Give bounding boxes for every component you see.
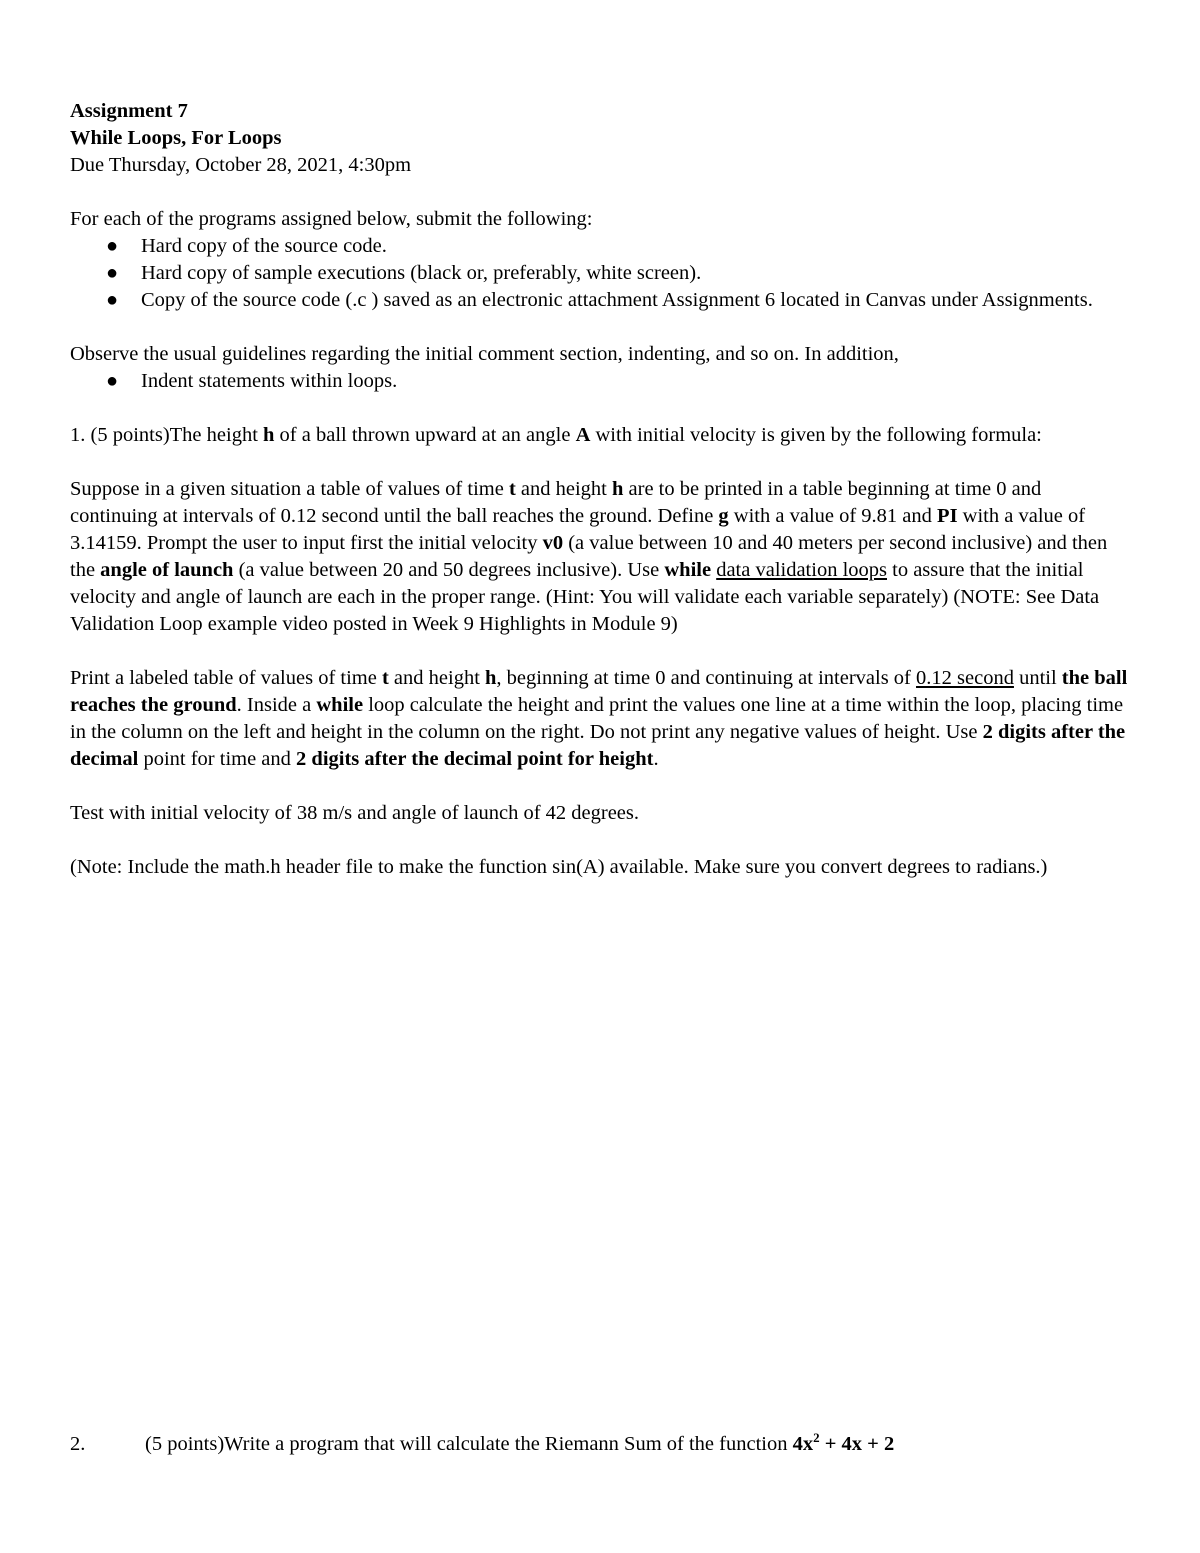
document-page [70,98,1132,881]
question-1-note: (Note: Include the math.h header file to make the function sin(A) available. Make sure you convert degrees to radians.) [70,856,1048,878]
list-item: ● Hard copy of the source code. [70,233,1132,260]
question-2 [70,1424,1132,1458]
bullet-icon: ● [106,370,119,392]
submission-lead: For each of the programs assigned below, submit the following: [70,208,593,230]
question-2-text: (5 points)Write a program that will calculate the Riemann Sum of the function [145,1432,793,1455]
assignment-subtitle: While Loops, For Loops [70,127,282,149]
assignment-title: Assignment 7 [70,100,188,122]
list-item: ● Hard copy of sample executions (black or, preferably, white screen). [70,260,1132,287]
question-1-test-case: Test with initial velocity of 38 m/s and angle of launch of 42 degrees. [70,802,640,824]
question-2-formula: $4x^2 + 4x + 2$ [792,1430,895,1455]
list-item: ● Indent statements within loops. [70,368,1132,395]
guidelines-list [70,368,1132,395]
due-date: Due Thursday, October 28, 2021, 4:30pm [70,154,412,176]
question-2-number: 2. [70,1432,86,1455]
list-item: ● Copy of the source code (.c ) saved as an electronic attachment Assignment 6 located in Canvas under Assignments. [70,287,1132,314]
bullet-icon: ● [106,235,119,257]
bullet-icon: ● [106,289,119,311]
question-1-intro: 1. (5 points)The height h of a ball thrown upward at an angle A with initial velocity is given by the following formula: [70,424,1042,446]
question-1-setup: Suppose in a given situation a table of values of time t and height h are to be printed in a table beginning at time 0 and continuing at intervals of 0.12 second until the ball reaches the ground. Define g with a value of 9.81 and PI with a value of 3.14159. Prompt the user to input first the initial velocity v0 (a value between 10 and 40 meters per second inclusive) and then the angle of launch (a value between 20 and 50 degrees inclusive). Use while data validation loops to assure that the initial velocity and angle of launch are each in the proper range. (Hint: You will validate each variable separately) (NOTE: See Data Validation Loop example video posted in Week 9 Highlights in Module 9) [70,478,1108,635]
bullet-icon: ● [106,262,119,284]
submission-list [70,233,1132,314]
guidelines-lead: Observe the usual guidelines regarding the initial comment section, indenting, and so on. In addition, [70,343,899,365]
question-1-table-instructions: Print a labeled table of values of time t and height h, beginning at time 0 and continuing at intervals of 0.12 second until the ball reaches the ground. Inside a while loop calculate the height and print the values one line at a time within the loop, placing time in the column on the left and height in the column on the right. Do not print any negative values of height. Use 2 digits after the decimal point for time and 2 digits after the decimal point for height. [70,667,1128,770]
